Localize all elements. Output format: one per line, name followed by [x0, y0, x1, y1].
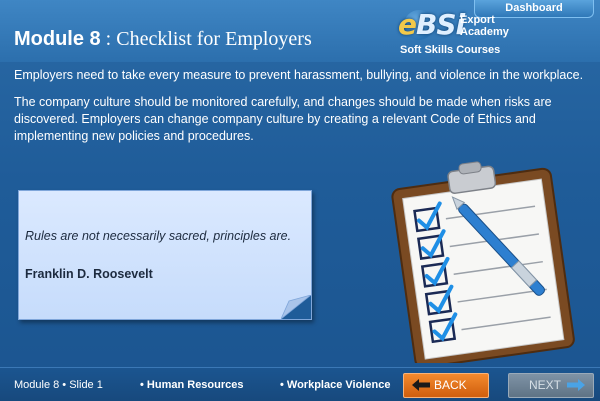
logo-subline: Soft Skills Courses [400, 44, 501, 56]
breadcrumb-workplace-violence: • Workplace Violence [280, 379, 391, 391]
module-label: Module 8 [14, 28, 101, 50]
ebsi-logo [398, 6, 516, 60]
page-curl-icon [281, 295, 311, 319]
breadcrumb-human-resources: • Human Resources [140, 379, 244, 391]
quote-text: Rules are not necessarily sacred, principles are. [25, 229, 292, 243]
next-button[interactable] [508, 373, 594, 398]
arrow-right-icon [567, 379, 585, 391]
quote-note [18, 190, 310, 318]
intro-paragraph: Employers need to take every measure to prevent harassment, bullying, and violence in the workplace. [14, 68, 584, 82]
back-label: BACK [434, 378, 467, 392]
clipboard-checklist-icon [372, 158, 594, 363]
dashboard-button[interactable]: Dashboard [474, 0, 594, 18]
arrow-left-icon [412, 379, 430, 391]
note-card [18, 190, 312, 320]
culture-paragraph: The company culture should be monitored carefully, and changes should be made when risks are discovered. Employers can change company culture by creating a relevant Code of Ethics and implementing new policies and procedures. [14, 95, 552, 143]
logo-line-academy: Academy [460, 26, 509, 38]
back-button[interactable] [403, 373, 489, 398]
slide-location: Module 8 • Slide 1 [14, 379, 103, 391]
logo-line-export: Export [460, 14, 495, 26]
next-label: NEXT [529, 378, 562, 392]
logo-mark: eBSi [398, 8, 465, 41]
title-text: : Checklist for Employers [100, 28, 312, 50]
page-title [14, 28, 312, 51]
quote-author: Franklin D. Roosevelt [25, 267, 153, 281]
